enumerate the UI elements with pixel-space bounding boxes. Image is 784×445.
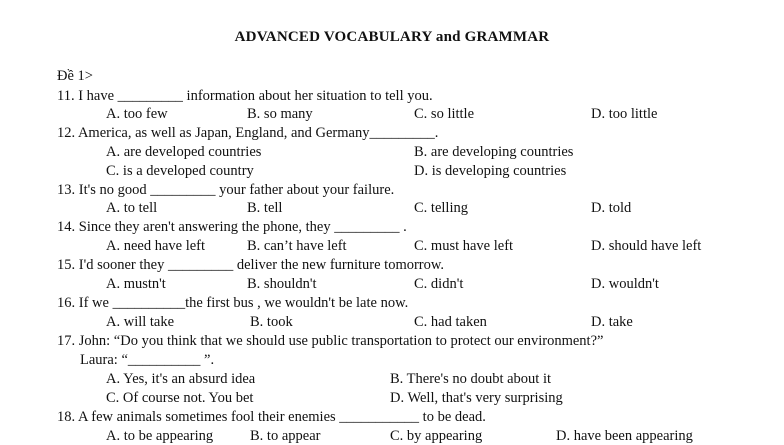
q15-option-c: C. didn't xyxy=(414,276,464,292)
q13-option-d: D. told xyxy=(591,200,632,216)
q13-option-a: A. to tell xyxy=(106,200,158,216)
q11-option-c: C. so little xyxy=(414,106,475,122)
question-17: 17. John: “Do you think that we should use public transportation to protect our environment?” xyxy=(57,333,604,349)
q11-option-b: B. so many xyxy=(247,106,313,122)
q17-option-c: C. Of course not. You bet xyxy=(106,390,254,406)
question-12: 12. America, as well as Japan, England, and Germany_________. xyxy=(57,125,439,141)
section-label: Đề 1> xyxy=(57,68,93,84)
q18-option-a: A. to be appearing xyxy=(106,428,214,444)
question-11: 11. I have _________ information about her situation to tell you. xyxy=(57,88,433,104)
q16-option-a: A. will take xyxy=(106,314,175,330)
q17-reply-line: Laura: “__________ ”. xyxy=(80,352,215,368)
q12-option-a: A. are developed countries xyxy=(106,144,262,160)
q16-option-c: C. had taken xyxy=(414,314,487,330)
q18-option-c: C. by appearing xyxy=(390,428,483,444)
q15-option-a: A. mustn't xyxy=(106,276,166,292)
q15-option-d: D. wouldn't xyxy=(591,276,659,292)
q17-option-d: D. Well, that's very surprising xyxy=(390,390,563,406)
q17-option-b: B. There's no doubt about it xyxy=(390,371,552,387)
q11-option-a: A. too few xyxy=(106,106,168,122)
question-13: 13. It's no good _________ your father about your failure. xyxy=(57,182,395,198)
document-title: ADVANCED VOCABULARY and GRAMMAR xyxy=(234,29,550,45)
question-18: 18. A few animals sometimes fool their enemies ___________ to be dead. xyxy=(57,409,486,425)
question-16: 16. If we __________the first bus , we wouldn't be late now. xyxy=(57,295,409,311)
q14-option-d: D. should have left xyxy=(591,238,702,254)
q18-option-b: B. to appear xyxy=(250,428,321,444)
q14-option-a: A. need have left xyxy=(106,238,206,254)
question-14: 14. Since they aren't answering the phone, they _________ . xyxy=(57,219,407,235)
q12-option-d: D. is developing countries xyxy=(414,163,567,179)
q16-option-d: D. take xyxy=(591,314,633,330)
q13-option-b: B. tell xyxy=(247,200,283,216)
q15-option-b: B. shouldn't xyxy=(247,276,317,292)
question-15: 15. I'd sooner they _________ deliver the new furniture tomorrow. xyxy=(57,257,445,273)
q14-option-c: C. must have left xyxy=(414,238,514,254)
q12-option-c: C. is a developed country xyxy=(106,163,254,179)
q13-option-c: C. telling xyxy=(414,200,468,216)
q16-option-b: B. took xyxy=(250,314,293,330)
q17-option-a: A. Yes, it's an absurd idea xyxy=(106,371,256,387)
q11-option-d: D. too little xyxy=(591,106,658,122)
q12-option-b: B. are developing countries xyxy=(414,144,574,160)
q14-option-b: B. can’t have left xyxy=(247,238,347,254)
q18-option-d: D. have been appearing xyxy=(556,428,693,444)
